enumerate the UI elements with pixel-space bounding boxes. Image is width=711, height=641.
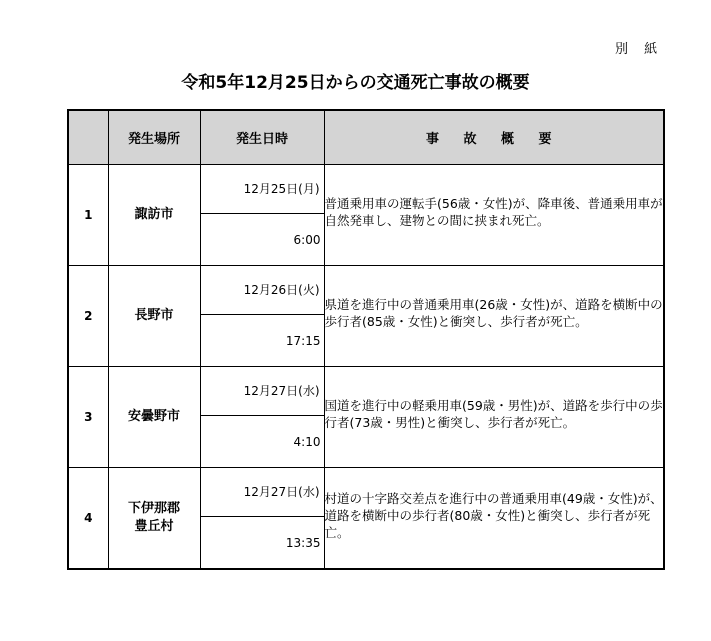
row-date: 12月26日(火) [243, 283, 320, 297]
table-row [68, 367, 664, 468]
row-summary [324, 165, 664, 266]
page-title: 令和5年12月25日からの交通死亡事故の概要 [181, 73, 530, 93]
row-date: 12月27日(水) [243, 485, 320, 499]
row-place-line2: 豊丘村 [134, 519, 174, 534]
header-place: 発生場所 [108, 110, 200, 165]
header-number [68, 110, 108, 165]
table-header-row [68, 110, 664, 165]
row-number: 1 [68, 165, 108, 266]
row-time: 6:00 [293, 233, 321, 247]
header-summary: 事 故 概 要 [324, 110, 664, 165]
row-time: 13:35 [285, 536, 321, 550]
row-number: 3 [68, 367, 108, 468]
row-place [108, 468, 200, 570]
row-summary-text: 県道を進行中の普通乗用車(26歳・女性)が、道路を横断中の歩行者(85歳・女性)と衝突し、歩行者が死亡。 [324, 297, 663, 329]
row-summary-text: 村道の十字路交差点を進行中の普通乗用車(49歳・女性)が、道路を横断中の歩行者(80歳・女性)と衝突し、歩行者が死亡。 [324, 490, 663, 540]
row-number: 4 [68, 468, 108, 570]
row-datetime [200, 367, 324, 468]
row-summary [324, 266, 664, 367]
row-place: 諏訪市 [108, 165, 200, 266]
attachment-label: 別 紙 [615, 42, 664, 57]
row-date: 12月25日(月) [243, 182, 320, 196]
row-place-line1: 下伊那郡 [127, 501, 180, 516]
row-datetime [200, 165, 324, 266]
accident-table [67, 109, 665, 570]
header-datetime: 発生日時 [200, 110, 324, 165]
row-datetime [200, 266, 324, 367]
table-row [68, 468, 664, 570]
row-datetime [200, 468, 324, 570]
row-place: 長野市 [108, 266, 200, 367]
row-time: 4:10 [293, 435, 321, 449]
row-summary-text: 普通乗用車の運転手(56歳・女性)が、降車後、普通乗用車が自然発車し、建物との間に挟まれ死亡。 [324, 196, 663, 228]
row-summary [324, 468, 664, 570]
table-row [68, 165, 664, 266]
row-time: 17:15 [285, 334, 321, 348]
table-row [68, 266, 664, 367]
row-summary-text: 国道を進行中の軽乗用車(59歳・男性)が、道路を歩行中の歩行者(73歳・男性)と衝突し、歩行者が死亡。 [324, 398, 663, 430]
row-summary [324, 367, 664, 468]
row-place: 安曇野市 [108, 367, 200, 468]
row-number: 2 [68, 266, 108, 367]
row-date: 12月27日(水) [243, 384, 320, 398]
